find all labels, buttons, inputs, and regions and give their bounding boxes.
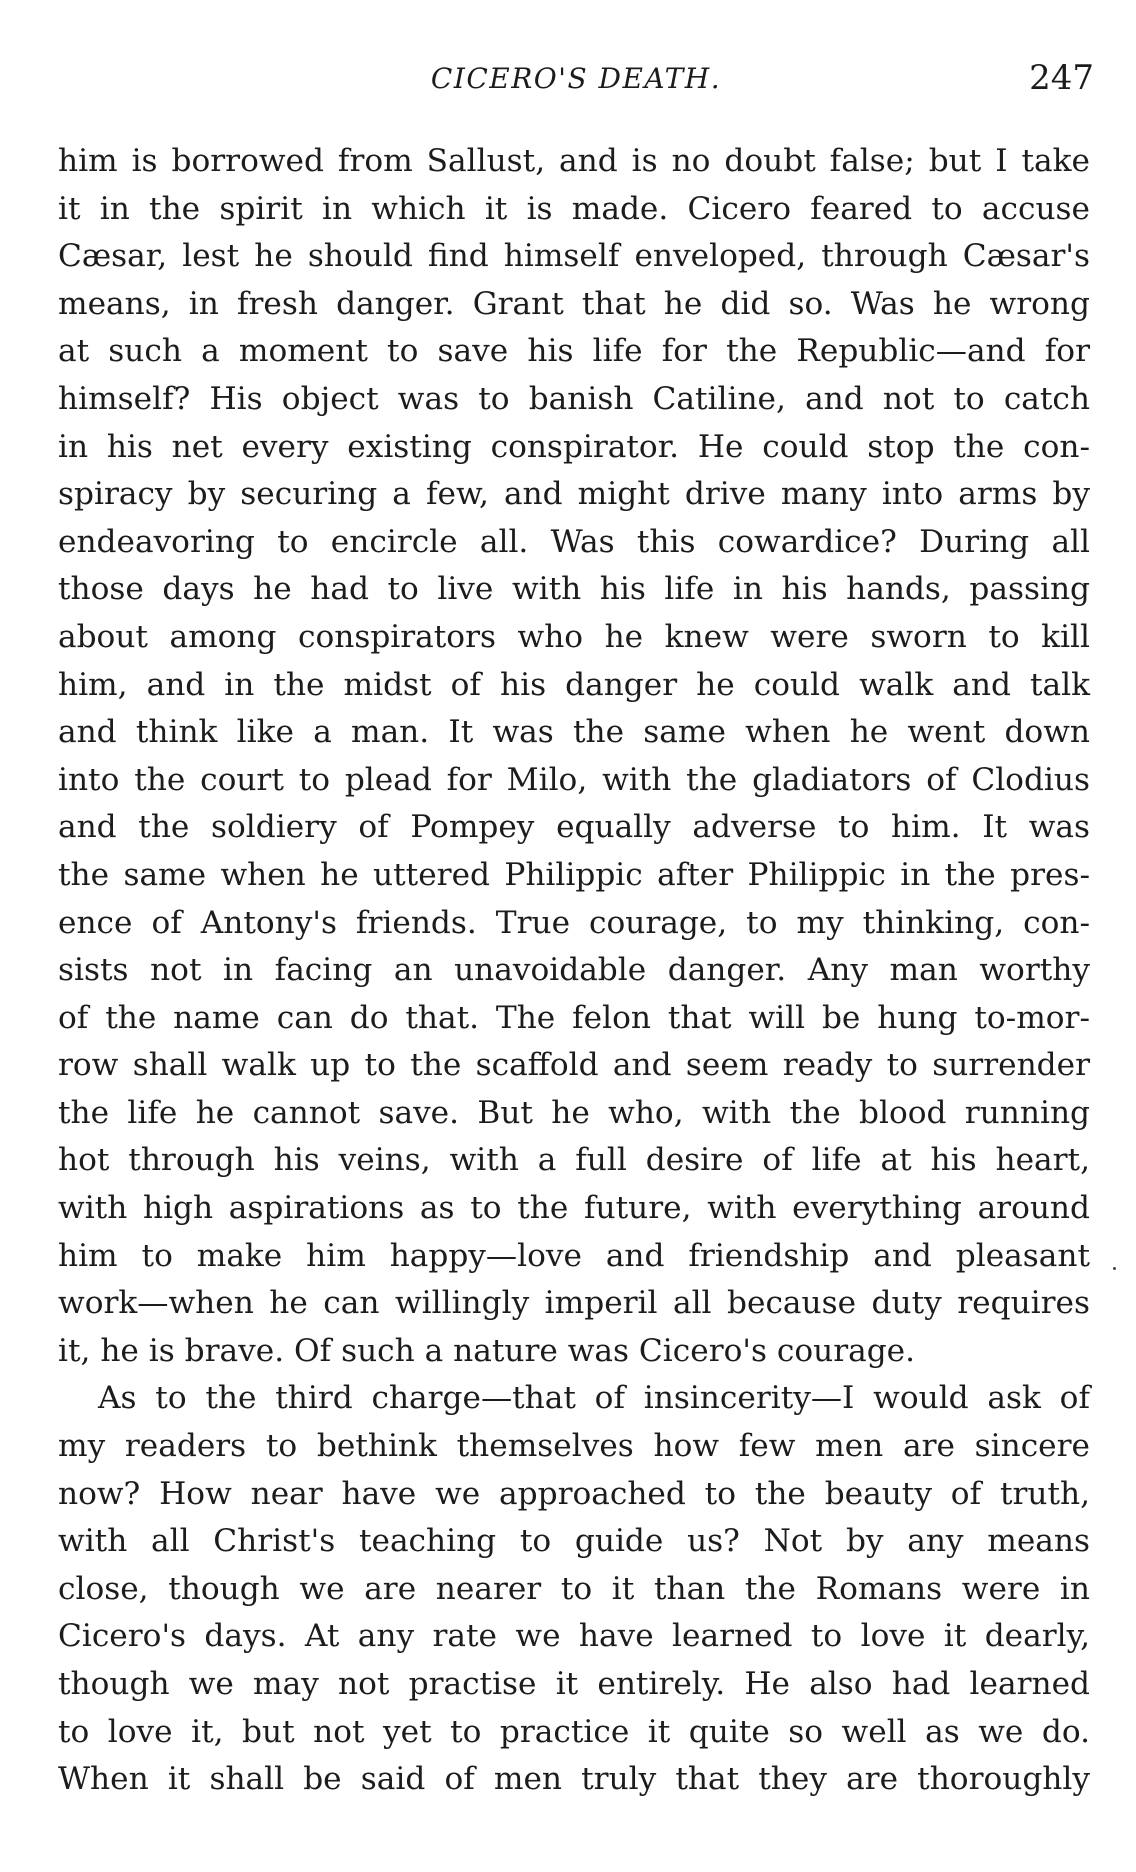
text-line: Cicero's days. At any rate we have learned to love it dearly,	[58, 1618, 1090, 1655]
text-line: sists not in facing an unavoidable danger. Any man worthy	[58, 952, 1090, 989]
text-line: himself? His object was to banish Catiline, and not to catch	[58, 380, 1090, 417]
text-line: with high aspirations as to the future, with everything around	[58, 1190, 1090, 1227]
text-line: ence of Antony's friends. True courage, to my thinking, con-	[58, 904, 1090, 941]
text-line: about among conspirators who he knew were sworn to kill	[58, 618, 1090, 655]
print-speck	[1113, 1267, 1116, 1270]
paragraph-end-line: it, he is brave. Of such a nature was Cicero's courage.	[58, 1332, 916, 1369]
text-line: work—when he can willingly imperil all because duty requires	[58, 1285, 1090, 1322]
text-line: now? How near have we approached to the beauty of truth,	[58, 1475, 1090, 1512]
text-line: of the name can do that. The felon that will be hung to-mor-	[58, 999, 1090, 1036]
text-line: Cæsar, lest he should find himself enveloped, through Cæsar's	[58, 238, 1090, 275]
text-line: though we may not practise it entirely. He also had learned	[58, 1666, 1090, 1702]
text-line: him, and in the midst of his danger he could walk and talk	[58, 666, 1090, 703]
body-text	[58, 138, 1090, 1804]
text-line: into the court to plead for Milo, with the gladiators of Clodius	[58, 761, 1090, 798]
text-line: spiracy by securing a few, and might drive many into arms by	[58, 476, 1090, 513]
text-line: to love it, but not yet to practice it quite so well as we do.	[58, 1713, 1090, 1750]
text-line: it in the spirit in which it is made. Cicero feared to accuse	[58, 190, 1090, 227]
text-line: at such a moment to save his life for the Republic—and for	[58, 333, 1090, 370]
page-number: 247	[1029, 58, 1094, 98]
text-line: row shall walk up to the scaffold and seem ready to surrender	[58, 1047, 1090, 1084]
text-line: those days he had to live with his life in his hands, passing	[58, 571, 1090, 608]
text-line: the life he cannot save. But he who, with the blood running	[58, 1094, 1090, 1131]
text-line: When it shall be said of men truly that they are thoroughly	[58, 1761, 1090, 1798]
running-title: CICERO'S DEATH.	[430, 62, 722, 95]
text-line: means, in fresh danger. Grant that he did so. Was he wrong	[58, 285, 1090, 322]
text-line: and think like a man. It was the same when he went down	[58, 714, 1090, 751]
text-line: my readers to bethink themselves how few men are sincere	[58, 1428, 1090, 1465]
paragraph-start-line: As to the third charge—that of insincerity—I would ask of	[98, 1380, 1090, 1417]
text-line: close, though we are nearer to it than the Romans were in	[58, 1570, 1090, 1607]
text-line: hot through his veins, with a full desire of life at his heart,	[58, 1142, 1090, 1179]
text-line: him to make him happy—love and friendship and pleasant	[58, 1237, 1090, 1274]
text-line: in his net every existing conspirator. He could stop the con-	[58, 428, 1090, 465]
text-line: him is borrowed from Sallust, and is no doubt false; but I take	[58, 143, 1090, 179]
text-line: the same when he uttered Philippic after Philippic in the pres-	[58, 856, 1090, 893]
text-line: and the soldiery of Pompey equally adverse to him. It was	[58, 809, 1090, 846]
running-head	[58, 58, 1094, 112]
text-line: endeavoring to encircle all. Was this cowardice? During all	[58, 523, 1090, 560]
text-line: with all Christ's teaching to guide us? Not by any means	[58, 1523, 1090, 1560]
